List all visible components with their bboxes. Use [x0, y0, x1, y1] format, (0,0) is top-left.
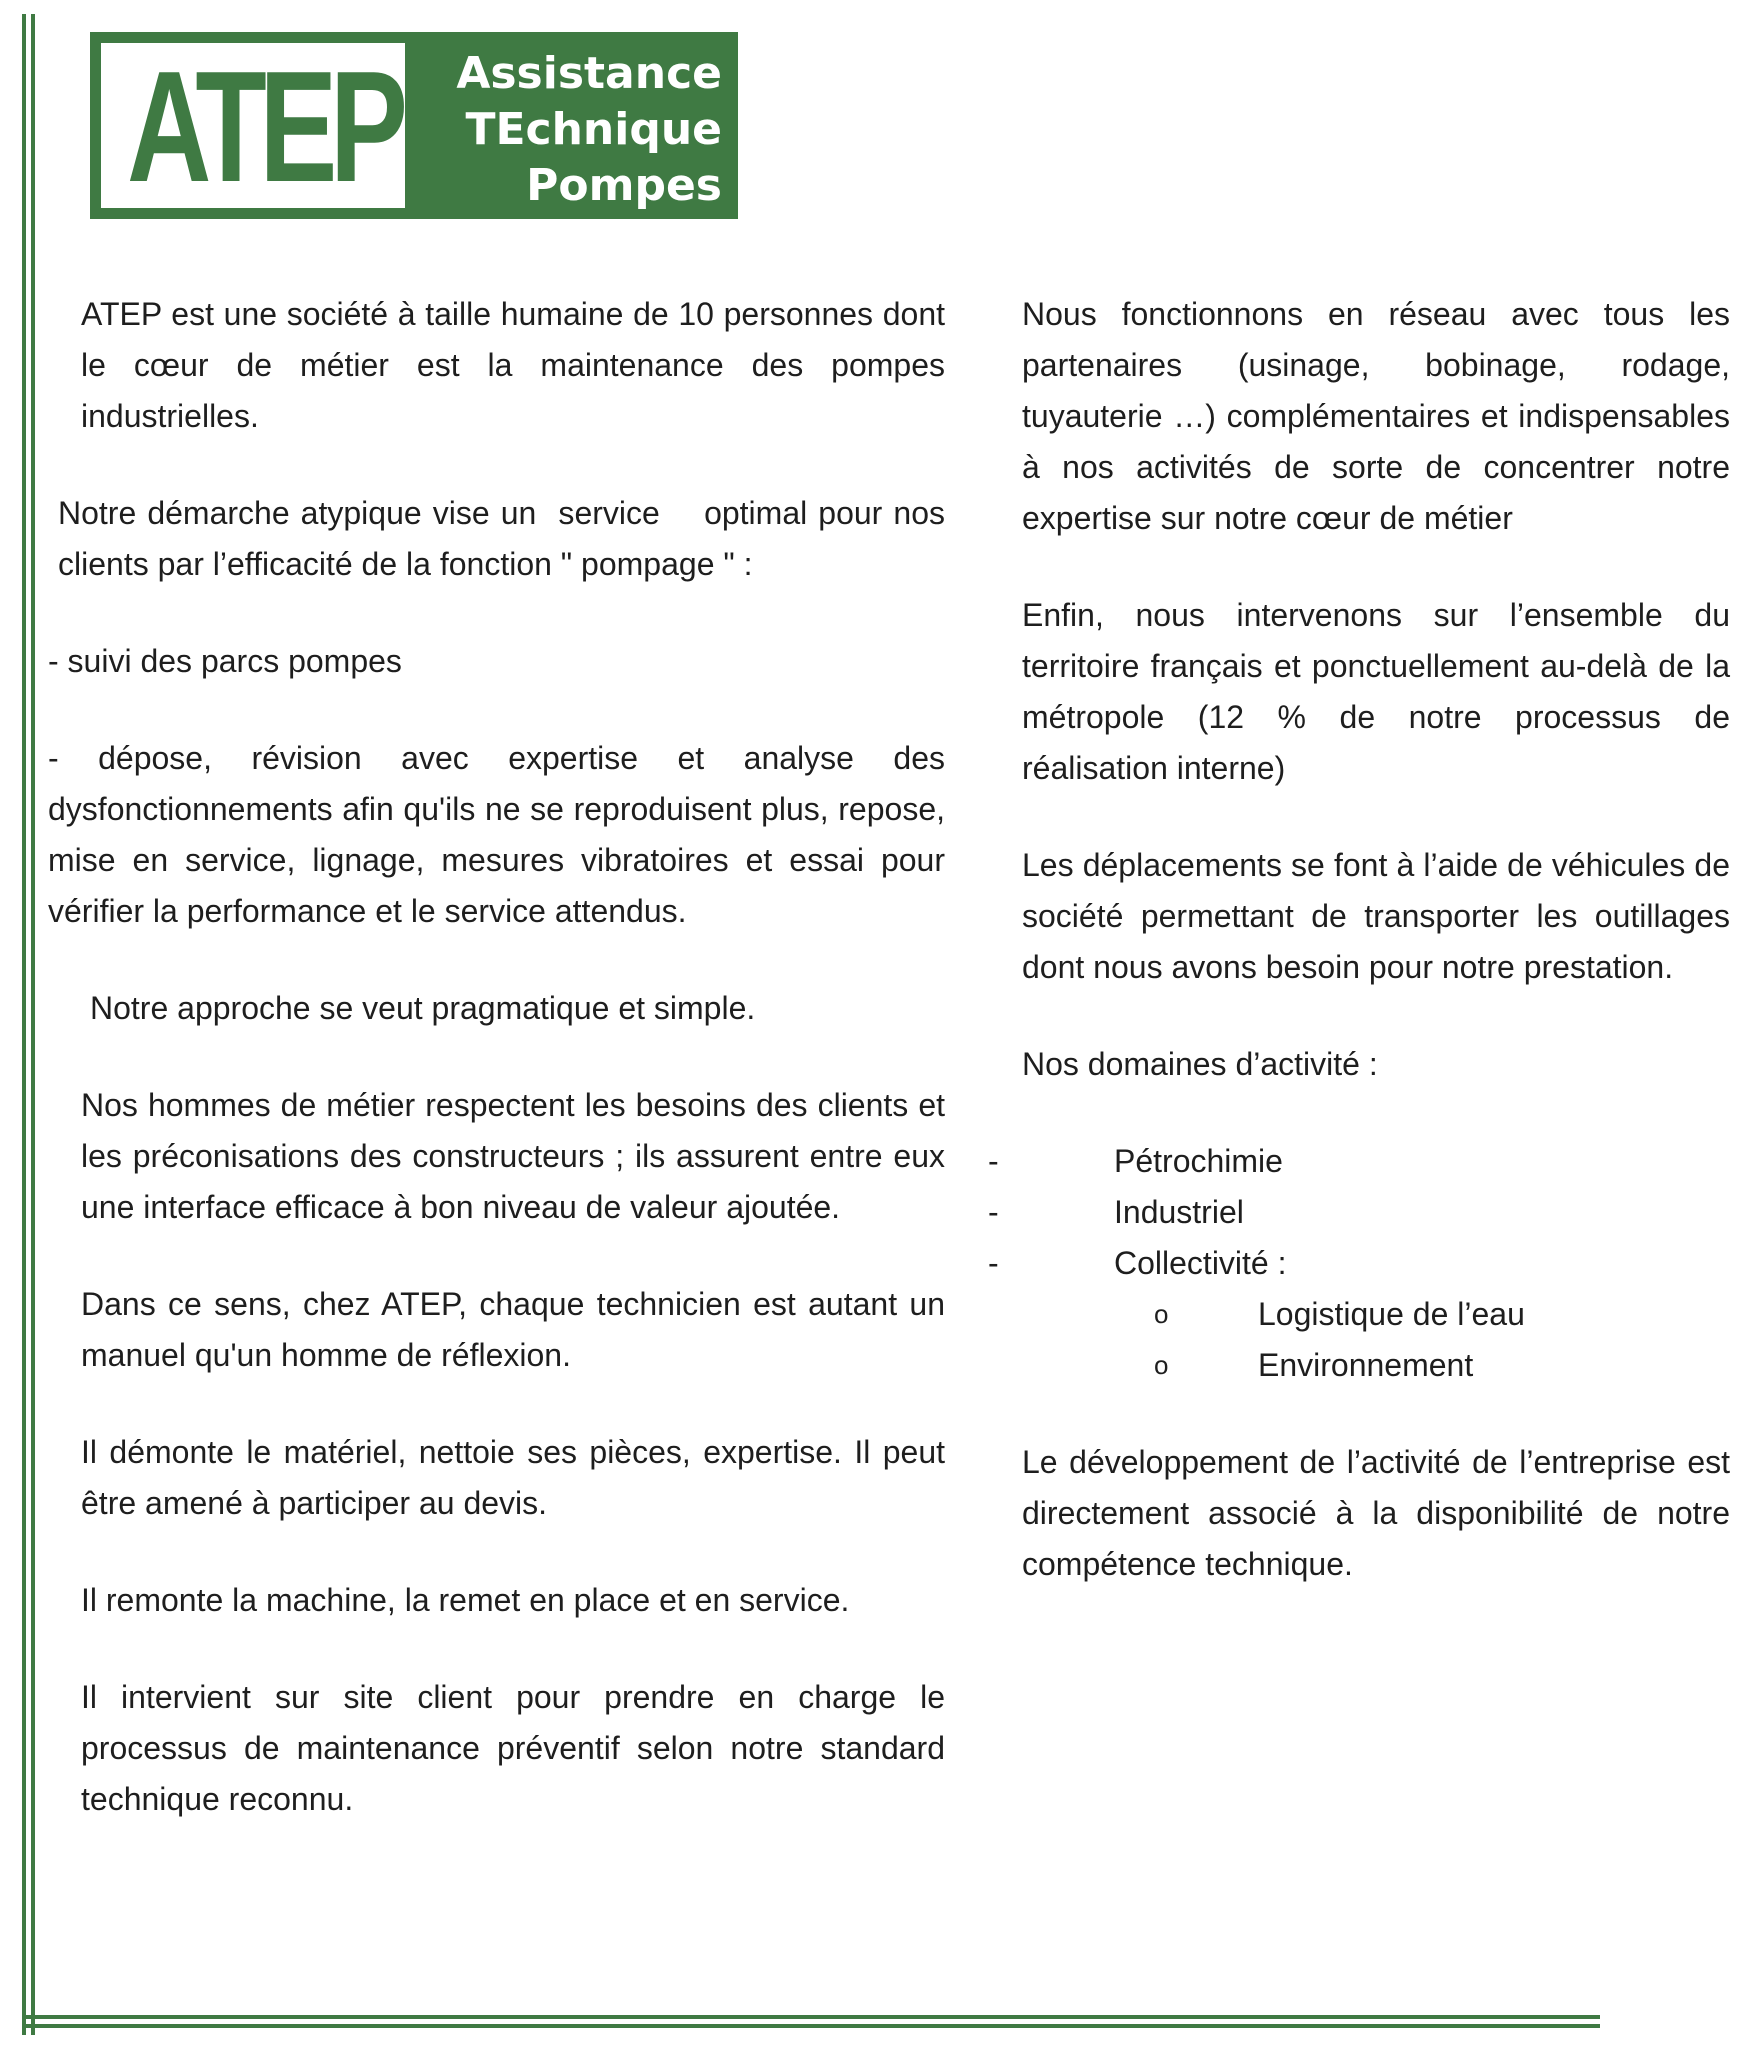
list-dash: - [988, 1245, 999, 1281]
right-column [988, 289, 1730, 1590]
list-bullet: o [1154, 1350, 1169, 1380]
company-logo [90, 32, 738, 219]
left-column [48, 289, 954, 1825]
sub-domain-label: Logistique de l’eau [1258, 1296, 1525, 1332]
list-dash: - [988, 1143, 999, 1179]
frame-rule-left-outer [22, 14, 26, 2035]
logo-letters: ATEP [127, 43, 401, 208]
logo-tagline-line: Pompes [526, 160, 722, 211]
frame-rule-left-inner [31, 14, 35, 2035]
list-item [988, 1238, 1730, 1289]
domains-heading: Nos domaines d’activité : [1022, 1046, 1378, 1082]
pragmatic-paragraph: Notre approche se veut pragmatique et simple. [90, 990, 756, 1026]
service-item: - suivi des parcs pompes [48, 643, 402, 679]
territory-paragraph: Enfin, nous intervenons sur l’ensemble du territoire français et ponctuellement au-delà de la métropole (12 % de notre processus de réalisation interne) [1022, 597, 1730, 786]
reassemble-paragraph: Il remonte la machine, la remet en place et en service. [81, 1582, 850, 1618]
frame-rule-bottom-lower [22, 2024, 1600, 2028]
logo-letters-box [101, 43, 405, 208]
list-item [988, 1136, 1730, 1187]
approach-paragraph: Notre démarche atypique vise un service optimal pour nos clients par l’efficacité de la fonction " pompage " : [58, 495, 954, 582]
domain-label: Collectivité : [1114, 1245, 1287, 1281]
service-item: - dépose, révision avec expertise et analyse des dysfonctionnements afin qu'ils ne se reproduisent plus, repose, mise en service, lignage, mesures vibratoires et essai pour vérifier la performance et le service attendus. [48, 740, 945, 929]
closing-paragraph: Le développement de l’activité de l’entreprise est directement associé à la disponibilité de notre compétence technique. [1022, 1444, 1730, 1582]
list-bullet: o [1154, 1299, 1169, 1329]
frame-rule-bottom-upper [22, 2015, 1600, 2019]
list-item [988, 1187, 1730, 1238]
domains-list [988, 1136, 1730, 1391]
domain-label: Pétrochimie [1114, 1143, 1283, 1179]
onsite-paragraph: Il intervient sur site client pour prendre en charge le processus de maintenance préventif selon notre standard technique reconnu. [81, 1679, 945, 1817]
network-paragraph: Nous fonctionnons en réseau avec tous les partenaires (usinage, bobinage, rodage, tuyauterie …) complémentaires et indispensables à nos activités de sorte de concentrer notre expertise sur notre cœur de métier [1022, 296, 1730, 536]
craftsmen-paragraph: Nos hommes de métier respectent les besoins des clients et les préconisations des constructeurs ; ils assurent entre eux une interface efficace à bon niveau de valeur ajoutée. [81, 1087, 945, 1225]
logo-tagline [456, 46, 722, 214]
domain-label: Industriel [1114, 1194, 1244, 1230]
technician-paragraph: Dans ce sens, chez ATEP, chaque technicien est autant un manuel qu'un homme de réflexion. [81, 1286, 945, 1373]
list-dash: - [988, 1194, 999, 1230]
logo-tagline-line: TEchnique [465, 104, 722, 155]
list-item [1022, 1340, 1730, 1391]
intro-paragraph: ATEP est une société à taille humaine de 10 personnes dont le cœur de métier est la maintenance des pompes industrielles. [81, 296, 945, 434]
vehicles-paragraph: Les déplacements se font à l’aide de véhicules de société permettant de transporter les outillages dont nous avons besoin pour notre prestation. [1022, 847, 1730, 985]
logo-tagline-line: Assistance [456, 48, 722, 99]
sub-domain-label: Environnement [1258, 1347, 1474, 1383]
list-item [1022, 1289, 1730, 1340]
dismantle-paragraph: Il démonte le matériel, nettoie ses pièces, expertise. Il peut être amené à participer au devis. [81, 1434, 945, 1521]
